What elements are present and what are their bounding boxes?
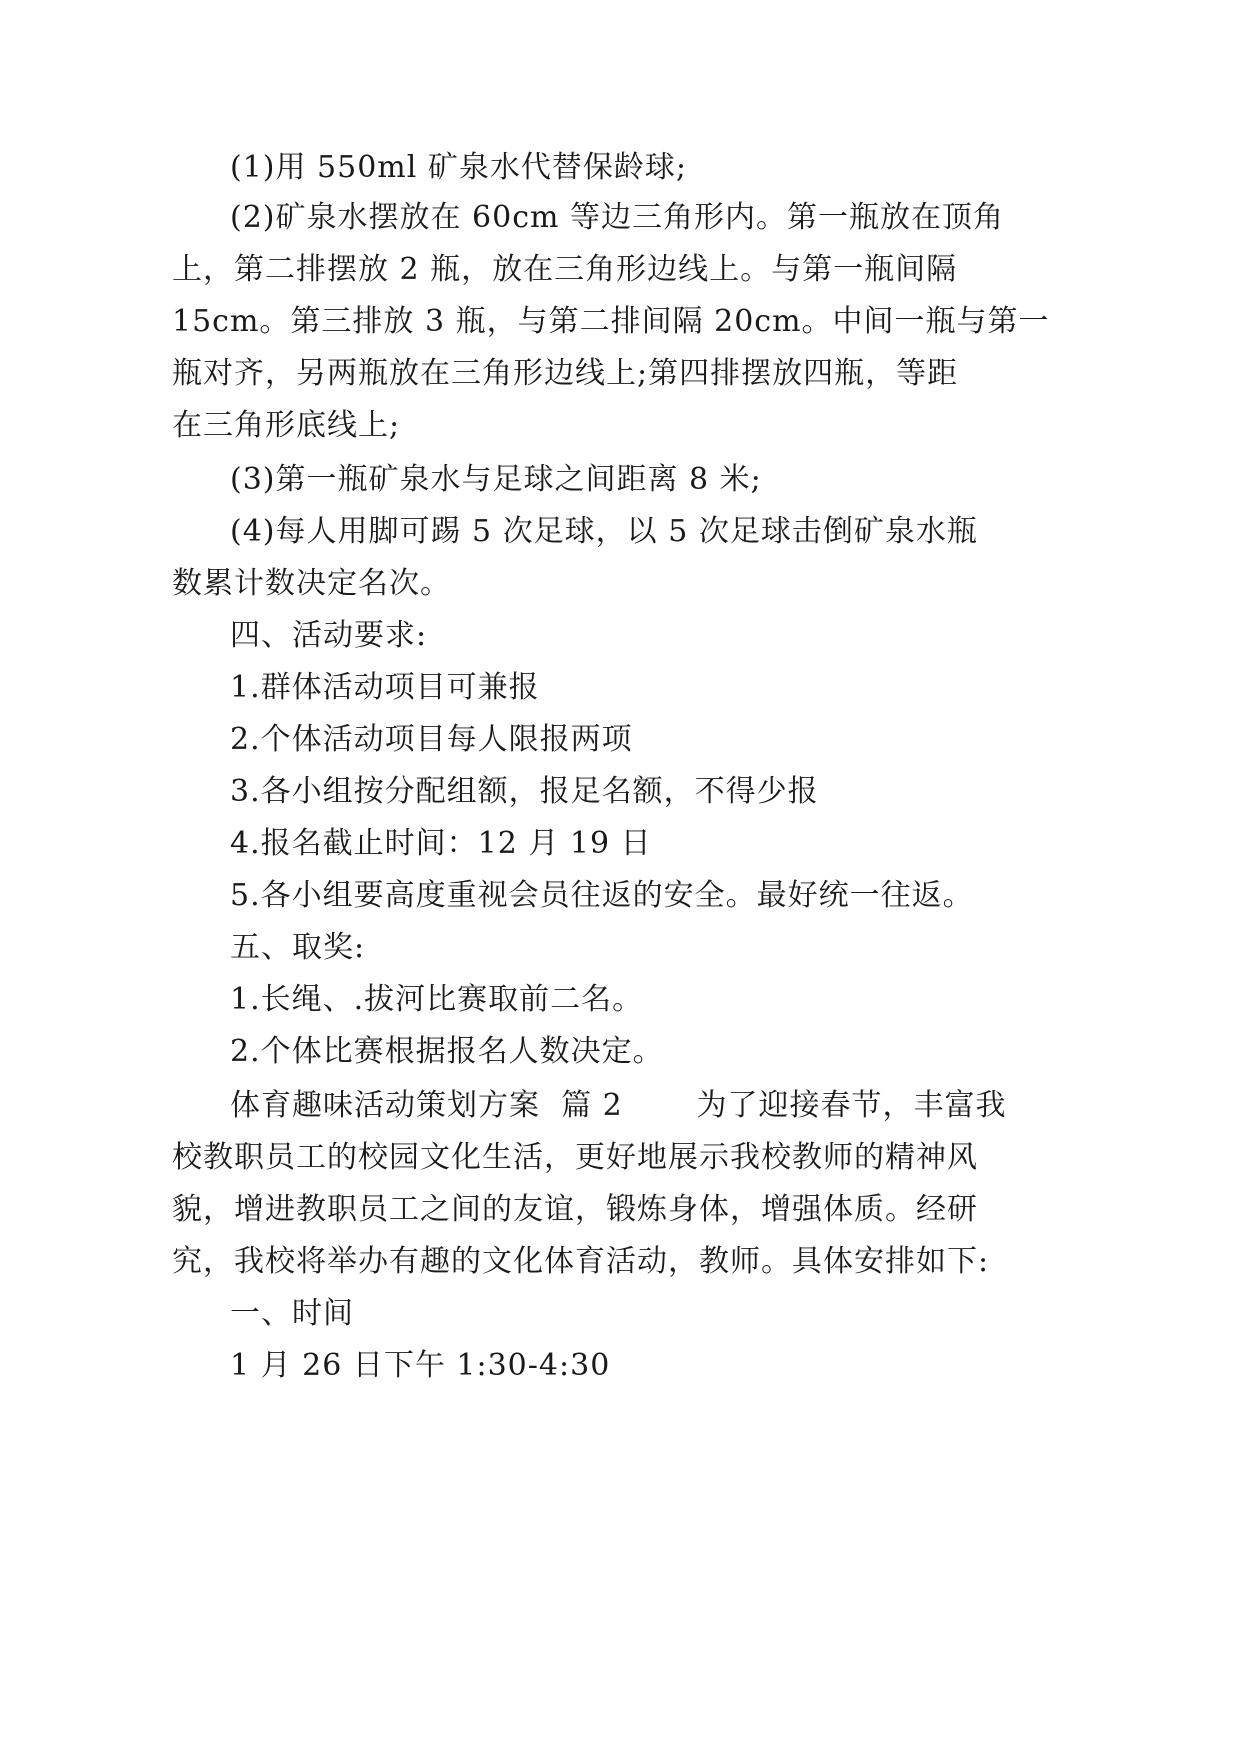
- text-line: 数累计数决定名次。: [172, 566, 451, 601]
- list-item: 2.个体比赛根据报名人数决定。: [230, 1034, 664, 1069]
- text-line: 15cm。第三排放 3 瓶，与第二排间隔 20cm。中间一瓶与第一: [172, 304, 1050, 339]
- section-heading: 五、取奖:: [230, 930, 366, 965]
- text-line: 在三角形底线上;: [172, 408, 401, 443]
- text-line: 体育趣味活动策划方案 篇 2 为了迎接春节，丰富我: [230, 1088, 1007, 1123]
- text-line: 究，我校将举办有趣的文化体育活动，教师。具体安排如下:: [172, 1244, 990, 1279]
- section-heading: 一、时间: [230, 1296, 354, 1331]
- list-item: 1.长绳、.拔河比赛取前二名。: [230, 982, 644, 1017]
- text-line: 瓶对齐，另两瓶放在三角形边线上;第四排摆放四瓶，等距: [172, 356, 959, 391]
- section-heading: 四、活动要求:: [230, 618, 428, 653]
- text-line: 校教职员工的校园文化生活，更好地展示我校教师的精神风: [172, 1140, 978, 1175]
- text-line: 上，第二排摆放 2 瓶，放在三角形边线上。与第一瓶间隔: [172, 252, 958, 287]
- text-line: 1 月 26 日下午 1:30-4:30: [230, 1348, 611, 1383]
- text-line: 貌，增进教职员工之间的友谊，锻炼身体，增强体质。经研: [172, 1192, 978, 1227]
- list-item: 1.群体活动项目可兼报: [230, 670, 540, 705]
- text-line: (3)第一瓶矿泉水与足球之间距离 8 米;: [230, 462, 762, 497]
- list-item: 5.各小组要高度重视会员往返的安全。最好统一往返。: [230, 878, 974, 913]
- list-item: 3.各小组按分配组额，报足名额，不得少报: [230, 774, 819, 809]
- list-item: 4.报名截止时间：12 月 19 日: [230, 826, 652, 861]
- text-line: (2)矿泉水摆放在 60cm 等边三角形内。第一瓶放在顶角: [230, 200, 1004, 235]
- list-item: 2.个体活动项目每人限报两项: [230, 722, 633, 757]
- text-line: (4)每人用脚可踢 5 次足球，以 5 次足球击倒矿泉水瓶: [230, 514, 978, 549]
- text-line: (1)用 550ml 矿泉水代替保龄球;: [230, 150, 687, 185]
